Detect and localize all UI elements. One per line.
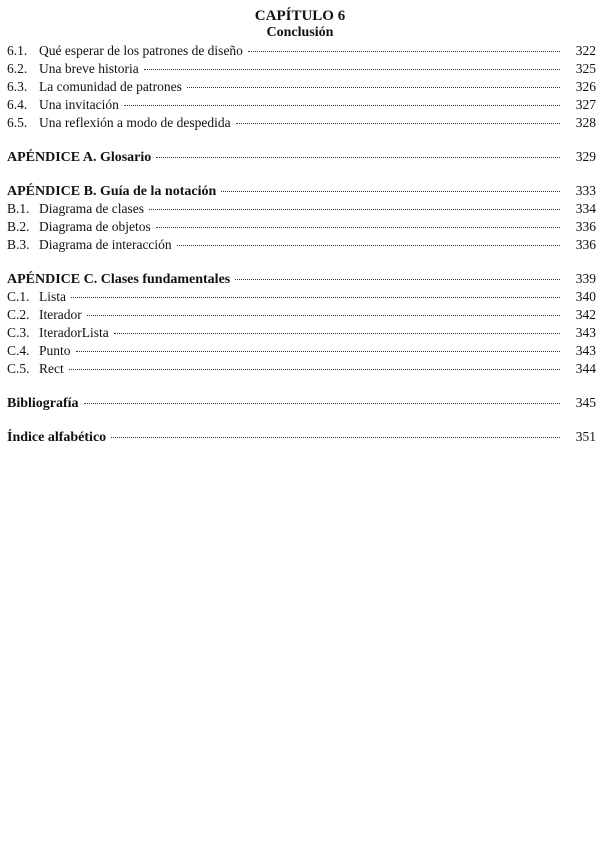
toc-entry-page: 328 <box>575 115 596 130</box>
toc-entry-title: Diagrama de objetos <box>39 219 151 234</box>
dot-leader <box>87 315 560 316</box>
toc-section-page: 329 <box>575 149 596 164</box>
toc-entry-number: C.5. <box>7 361 30 376</box>
toc-entry-number: C.2. <box>7 307 30 322</box>
toc-entry-number: 6.5. <box>7 115 28 130</box>
toc-entry-c-4[interactable] <box>7 342 596 360</box>
toc-entry-page: 334 <box>575 201 596 216</box>
toc-entry-b-3[interactable] <box>7 236 596 254</box>
dot-leader <box>71 297 560 298</box>
toc-entry-6-2[interactable] <box>7 60 596 78</box>
toc-entry-page: 343 <box>575 325 596 340</box>
toc-section-page: 333 <box>575 183 596 198</box>
toc-index[interactable] <box>7 428 596 446</box>
toc-entry-b-2[interactable] <box>7 218 596 236</box>
toc-entry-c-1[interactable] <box>7 288 596 306</box>
dot-leader <box>144 69 560 70</box>
section-gap <box>7 254 596 270</box>
section-gap <box>7 412 596 428</box>
toc-entry-page: 344 <box>575 361 596 376</box>
toc-entry-page: 325 <box>575 61 596 76</box>
toc-entry-6-5[interactable] <box>7 114 596 132</box>
toc-entry-page: 336 <box>575 237 596 252</box>
dot-leader <box>76 351 560 352</box>
section-gap <box>7 166 596 182</box>
toc-entry-c-2[interactable] <box>7 306 596 324</box>
toc-entry-number: C.1. <box>7 289 30 304</box>
dot-leader <box>235 279 560 280</box>
dot-leader <box>114 333 560 334</box>
toc-entry-number: B.1. <box>7 201 30 216</box>
section-gap <box>7 378 596 394</box>
toc-entry-6-1[interactable] <box>7 42 596 60</box>
toc-appendix-b[interactable] <box>7 182 596 200</box>
chapter-label: CAPÍTULO 6 <box>254 8 346 24</box>
toc-entry-6-3[interactable] <box>7 78 596 96</box>
toc-section-page: 351 <box>575 429 596 444</box>
toc-entry-page: 336 <box>575 219 596 234</box>
toc-entry-number: 6.2. <box>7 61 28 76</box>
toc-section-page: 345 <box>575 395 596 410</box>
toc-entry-6-4[interactable] <box>7 96 596 114</box>
toc-entry-number: C.3. <box>7 325 30 340</box>
chapter-header <box>0 8 600 41</box>
toc-entry-page: 340 <box>575 289 596 304</box>
toc-section-title: Bibliografía <box>7 396 79 411</box>
toc-entry-page: 342 <box>575 307 596 322</box>
toc-entry-c-5[interactable] <box>7 360 596 378</box>
dot-leader <box>149 209 560 210</box>
toc-entry-b-1[interactable] <box>7 200 596 218</box>
dot-leader <box>248 51 560 52</box>
toc-entry-number: C.4. <box>7 343 30 358</box>
toc-section-page: 339 <box>575 271 596 286</box>
toc-section-title: Índice alfabético <box>7 430 107 445</box>
toc-entry-title: La comunidad de patrones <box>39 79 182 94</box>
toc-entry-c-3[interactable] <box>7 324 596 342</box>
toc-entry-title: Iterador <box>39 307 82 322</box>
toc-entry-number: 6.3. <box>7 79 28 94</box>
toc-entry-title: Qué esperar de los patrones de diseño <box>39 43 243 58</box>
dot-leader <box>69 369 560 370</box>
dot-leader <box>156 157 560 158</box>
toc-entry-title: Una invitación <box>39 97 119 112</box>
toc-entry-title: Rect <box>39 361 64 376</box>
toc-entry-title: Diagrama de clases <box>39 201 144 216</box>
toc-bibliography[interactable] <box>7 394 596 412</box>
toc-entry-title: Diagrama de interacción <box>39 237 172 252</box>
toc-entry-title: IteradorLista <box>39 325 109 340</box>
toc-section-title: APÉNDICE A. Glosario <box>7 150 152 165</box>
toc-entry-number: 6.4. <box>7 97 28 112</box>
toc-entry-page: 327 <box>575 97 596 112</box>
toc-entry-page: 343 <box>575 343 596 358</box>
toc-entry-title: Punto <box>39 343 71 358</box>
dot-leader <box>187 87 560 88</box>
toc-section-title: APÉNDICE C. Clases fundamentales <box>7 272 231 287</box>
toc-section-title: APÉNDICE B. Guía de la notación <box>7 184 217 199</box>
dot-leader <box>124 105 560 106</box>
chapter-title: Conclusión <box>266 25 334 40</box>
toc-entry-number: 6.1. <box>7 43 28 58</box>
section-gap <box>7 132 596 148</box>
dot-leader <box>111 437 560 438</box>
dot-leader <box>236 123 560 124</box>
toc-appendix-a[interactable] <box>7 148 596 166</box>
toc-entry-title: Una reflexión a modo de despedida <box>39 115 231 130</box>
toc-entry-title: Lista <box>39 289 66 304</box>
toc-appendix-c[interactable] <box>7 270 596 288</box>
dot-leader <box>221 191 560 192</box>
dot-leader <box>84 403 560 404</box>
toc-entry-page: 322 <box>575 43 596 58</box>
toc-entry-number: B.3. <box>7 237 30 252</box>
toc-entry-number: B.2. <box>7 219 30 234</box>
toc-entry-title: Una breve historia <box>39 61 139 76</box>
dot-leader <box>177 245 560 246</box>
dot-leader <box>156 227 560 228</box>
table-of-contents <box>7 42 596 446</box>
toc-entry-page: 326 <box>575 79 596 94</box>
